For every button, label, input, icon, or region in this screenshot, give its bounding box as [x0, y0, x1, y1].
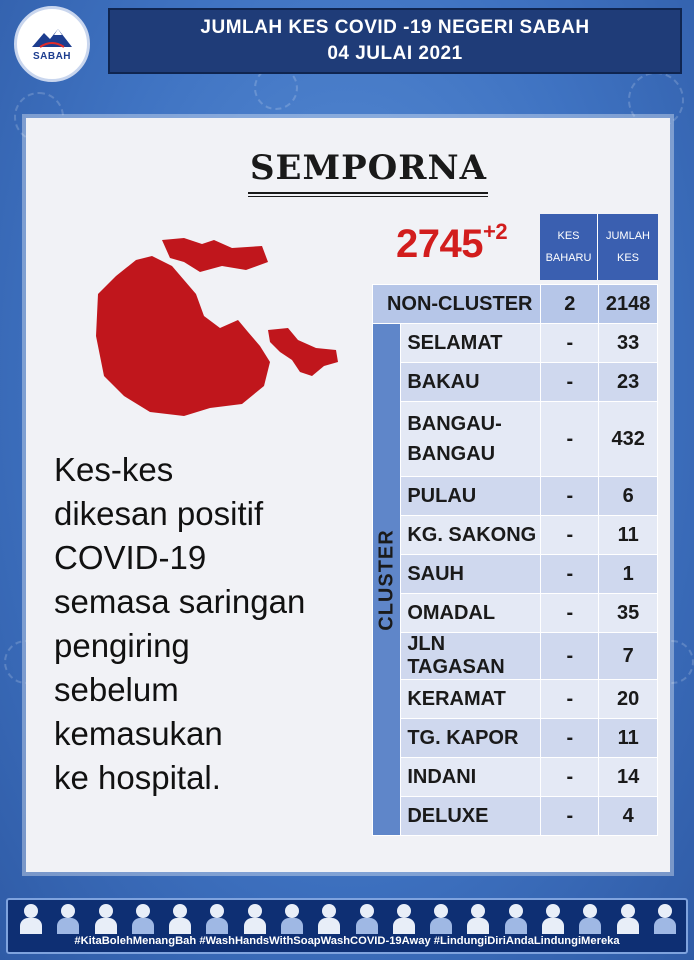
frontliner-icon [279, 902, 305, 934]
row-total: 35 [599, 594, 658, 633]
table-row [373, 594, 658, 633]
note-line: pengiring [54, 627, 190, 664]
row-total: 14 [599, 758, 658, 797]
frontliner-icon [242, 902, 268, 934]
header-text: KES [616, 252, 639, 264]
total-new: +2 [482, 218, 508, 244]
note-line: COVID-19 [54, 539, 207, 576]
note-line: Kes-kes [54, 451, 174, 488]
row-name: SAUH [401, 555, 541, 594]
frontliner-icon [316, 902, 342, 934]
case-note [54, 448, 374, 800]
table-row [373, 719, 658, 758]
row-new: - [541, 324, 599, 363]
row-total: 4 [599, 797, 658, 836]
header-total-cases [598, 214, 658, 280]
total-value: 2745 [396, 222, 483, 266]
row-new: - [541, 680, 599, 719]
row-new: 2 [541, 285, 599, 324]
semporna-map [92, 236, 342, 418]
frontliner-icon [540, 902, 566, 934]
cluster-label-cell [373, 324, 401, 836]
row-new: - [541, 402, 599, 477]
row-name: BAKAU [401, 363, 541, 402]
row-name: DELUXE [401, 797, 541, 836]
row-new: - [541, 555, 599, 594]
note-line: semasa saringan [54, 583, 306, 620]
frontliner-icon [354, 902, 380, 934]
row-name: KG. SAKONG [401, 516, 541, 555]
row-name: OMADAL [401, 594, 541, 633]
row-new: - [541, 594, 599, 633]
row-name-line: BANGAU [407, 443, 496, 465]
row-name: NON-CLUSTER [373, 285, 541, 324]
frontliner-icon [615, 902, 641, 934]
frontliner-icon [55, 902, 81, 934]
row-new: - [541, 363, 599, 402]
table-row [373, 363, 658, 402]
footer-banner [6, 898, 688, 954]
hashtags: #KitaBolehMenangBah #WashHandsWithSoapWashCOVID-19Away #LindungiDiriAndaLindungiMereka [74, 935, 620, 947]
table-row [373, 758, 658, 797]
row-new: - [541, 719, 599, 758]
frontliner-icon [577, 902, 603, 934]
note-line: ke hospital. [54, 759, 221, 796]
header-text: KES [557, 230, 580, 242]
row-name: PULAU [401, 477, 541, 516]
table-row [373, 555, 658, 594]
header-new-cases [540, 214, 598, 280]
row-new: - [541, 633, 599, 680]
district-name: SEMPORNA [250, 148, 488, 188]
note-line: dikesan positif [54, 495, 264, 532]
frontliner-icon [130, 902, 156, 934]
frontliner-icon [391, 902, 417, 934]
header-text: JUMLAH [605, 230, 650, 242]
row-total: 6 [599, 477, 658, 516]
frontliner-icon [167, 902, 193, 934]
district-card [26, 118, 670, 872]
frontliner-icon [204, 902, 230, 934]
row-total: 11 [599, 719, 658, 758]
sabah-logo [14, 6, 90, 82]
row-name [401, 402, 541, 477]
frontliner-icon [503, 902, 529, 934]
row-name: SELAMAT [401, 324, 541, 363]
cluster-label: CLUSTER [375, 528, 398, 631]
row-name: KERAMAT [401, 680, 541, 719]
row-total: 1 [599, 555, 658, 594]
title-date: 04 JULAI 2021 [327, 43, 463, 64]
row-new: - [541, 797, 599, 836]
table-row [373, 797, 658, 836]
table-row [373, 477, 658, 516]
row-new: - [541, 477, 599, 516]
logo-text: SABAH [32, 50, 72, 62]
cases-table [372, 284, 658, 836]
district-underline [248, 192, 488, 194]
row-total: 20 [599, 680, 658, 719]
frontliner-icon [93, 902, 119, 934]
district-underline [248, 196, 488, 197]
table-row [373, 324, 658, 363]
header-text: BAHARU [545, 252, 592, 264]
row-total: 23 [599, 363, 658, 402]
frontliner-icon [428, 902, 454, 934]
row-total: 33 [599, 324, 658, 363]
row-name-line: BANGAU- [407, 413, 502, 435]
frontliner-figures [18, 902, 678, 934]
row-name: INDANI [401, 758, 541, 797]
frontliner-icon [465, 902, 491, 934]
total-cases [396, 218, 508, 267]
table-row [373, 680, 658, 719]
row-name: TG. KAPOR [401, 719, 541, 758]
table-row [373, 516, 658, 555]
frontliner-icon [18, 902, 44, 934]
row-total: 11 [599, 516, 658, 555]
mountain-icon [30, 27, 74, 49]
frontliner-icon [652, 902, 678, 934]
row-new: - [541, 758, 599, 797]
row-total: 432 [599, 402, 658, 477]
table-row [373, 402, 658, 477]
row-total: 2148 [599, 285, 658, 324]
note-line: sebelum [54, 671, 179, 708]
table-row-non-cluster [373, 285, 658, 324]
row-name: JLN TAGASAN [401, 633, 541, 680]
title-line-1: JUMLAH KES COVID -19 NEGERI SABAH [200, 17, 590, 38]
note-line: kemasukan [54, 715, 223, 752]
row-new: - [541, 516, 599, 555]
table-row [373, 633, 658, 680]
row-total: 7 [599, 633, 658, 680]
page-title [108, 8, 682, 74]
